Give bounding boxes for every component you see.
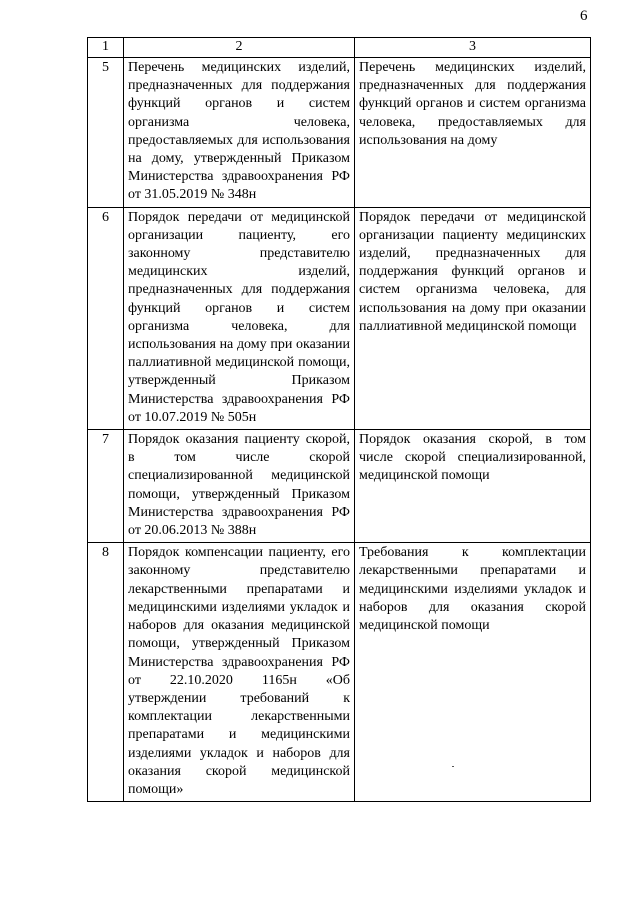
document-title-cell: Порядок передачи от медицинской организации пациенту, его законному представителю медицинских изделий, предназначенных для поддержания функций органов и систем организма человека, для использования на дому при оказании паллиативной медицинской помощи, утвержденный Приказом Министерства здравоохранения РФ от 10.07.2019 № 505н bbox=[124, 207, 355, 429]
row-number: 5 bbox=[88, 58, 124, 208]
document-title-cell: Порядок оказания пациенту скорой, в том числе скорой специализированной медицинской помощи, утвержденный Приказом Министерства здравоохранения РФ от 20.06.2013 № 388н bbox=[124, 430, 355, 543]
column-header-2: 2 bbox=[124, 38, 355, 58]
document-table bbox=[87, 37, 591, 802]
document-description-cell: Требования к комплектации лекарственными препаратами и медицинскими изделиями укладок и наборов для оказания скорой медицинской помощи bbox=[355, 543, 591, 802]
document-title-cell: Перечень медицинских изделий, предназначенных для поддержания функций органов и систем организма человека, предоставляемых для использования на дому, утвержденный Приказом Министерства здравоохранения РФ от 31.05.2019 № 348н bbox=[124, 58, 355, 208]
page-number: 6 bbox=[580, 8, 588, 24]
table-row bbox=[88, 207, 591, 429]
column-header-3: 3 bbox=[355, 38, 591, 58]
document-description-cell: Порядок передачи от медицинской организации пациенту медицинских изделий, предназначенных для поддержания функций органов и систем организма человека, для использования на дому при оказании паллиативной медицинской помощи bbox=[355, 207, 591, 429]
table-header-row bbox=[88, 38, 591, 58]
table-row bbox=[88, 58, 591, 208]
document-description-cell: Порядок оказания скорой, в том числе скорой специализированной, медицинской помощи bbox=[355, 430, 591, 543]
document-title-cell: Порядок компенсации пациенту, его законному представителю лекарственными препаратами и медицинскими изделиями укладок и наборов для оказания медицинской помощи, утвержденный Приказом Министерства здравоохранения РФ от 22.10.2020 1165н «Об утверждении требований к комплектации лекарственными препаратами и медицинскими изделиями укладок и наборов для оказания скорой медицинской помощи» bbox=[124, 543, 355, 802]
row-number: 7 bbox=[88, 430, 124, 543]
column-header-1: 1 bbox=[88, 38, 124, 58]
scan-speck bbox=[452, 766, 454, 767]
table-row bbox=[88, 543, 591, 802]
row-number: 8 bbox=[88, 543, 124, 802]
table-row bbox=[88, 430, 591, 543]
row-number: 6 bbox=[88, 207, 124, 429]
document-description-cell: Перечень медицинских изделий, предназначенных для поддержания функций органов и систем организма человека, предоставляемых для использования на дому bbox=[355, 58, 591, 208]
